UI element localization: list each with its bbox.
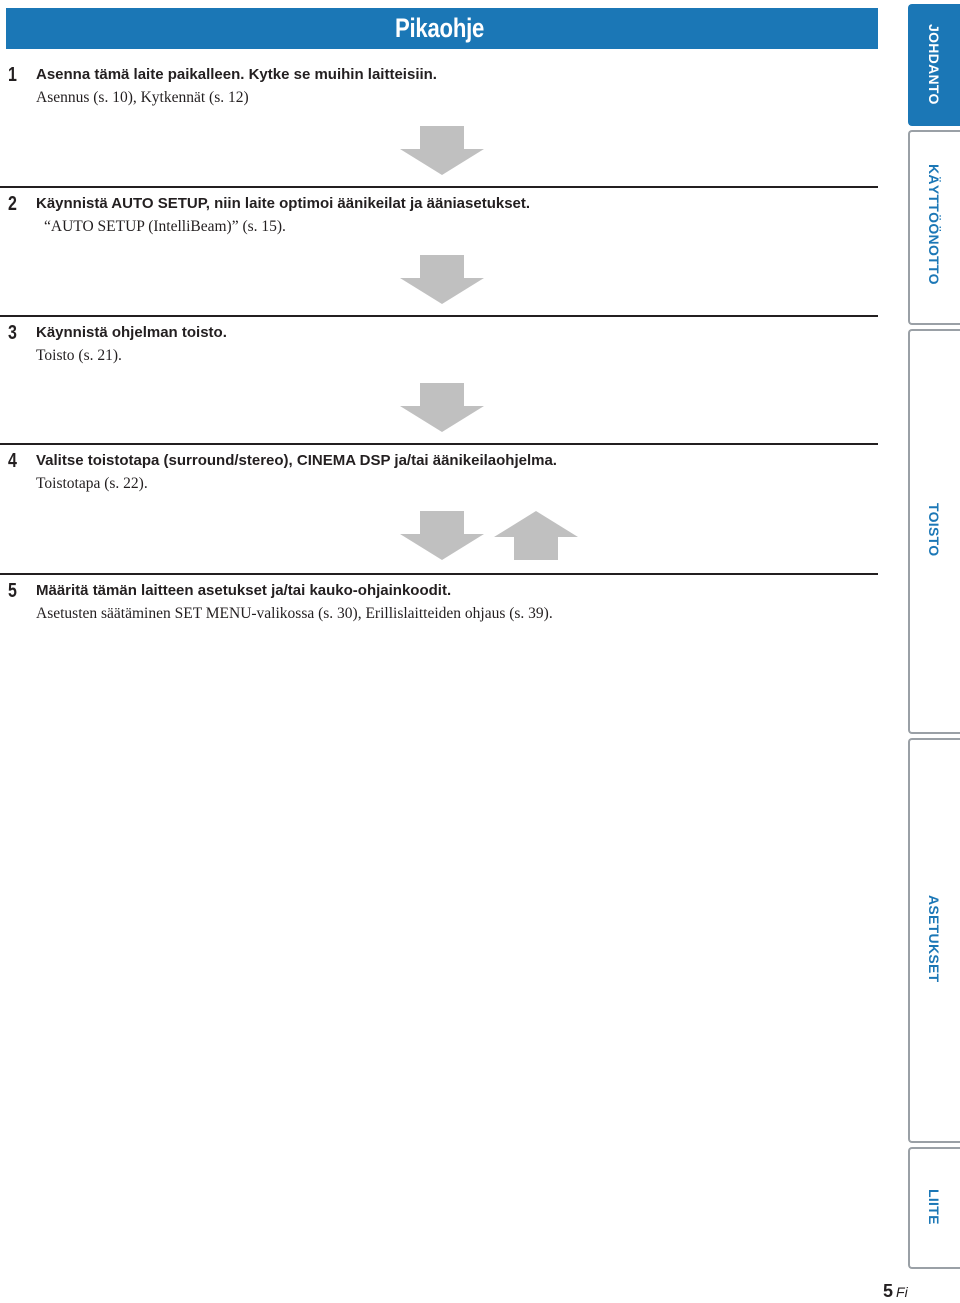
arrow-down-icon — [400, 126, 484, 175]
step-heading: Määritä tämän laitteen asetukset ja/tai kauko-ohjainkoodit. — [36, 582, 452, 599]
step-number: 3 — [8, 322, 17, 344]
arrow-down-icon — [400, 511, 484, 560]
tab-liite[interactable] — [908, 1147, 960, 1269]
page-number-value: 5 — [883, 1281, 894, 1301]
step-number: 1 — [8, 64, 17, 86]
step-reference: Toisto (s. 21). — [36, 347, 122, 364]
page-title: Pikaohje — [395, 13, 485, 43]
section-divider — [0, 573, 878, 575]
page-number — [883, 1281, 908, 1302]
arrow-up-icon — [494, 511, 578, 560]
tab-toisto[interactable] — [908, 329, 960, 734]
step-number: 4 — [8, 450, 17, 472]
page-language: Fi — [896, 1284, 908, 1300]
step-reference: Asetusten säätäminen SET MENU-valikossa (s. 30), Erillislaitteiden ohjaus (s. 39). — [36, 605, 553, 622]
step-reference: “AUTO SETUP (IntelliBeam)” (s. 15). — [44, 218, 286, 235]
tab-kayttoonotto[interactable] — [908, 130, 960, 325]
step-number: 5 — [8, 580, 17, 602]
tab-label: KÄYTTÖÖNOTTO — [926, 164, 942, 285]
step-heading: Valitse toistotapa (surround/stereo), CINEMA DSP ja/tai äänikeilaohjelma. — [36, 452, 557, 469]
step-reference: Asennus (s. 10), Kytkennät (s. 12) — [36, 89, 249, 106]
step-heading: Käynnistä ohjelman toisto. — [36, 324, 227, 341]
step-heading: Asenna tämä laite paikalleen. Kytke se muihin laitteisiin. — [36, 66, 437, 83]
tab-label: JOHDANTO — [926, 24, 942, 105]
step-heading: Käynnistä AUTO SETUP, niin laite optimoi äänikeilat ja ääniasetukset. — [36, 195, 531, 212]
tab-asetukset[interactable] — [908, 738, 960, 1143]
step-number: 2 — [8, 193, 17, 215]
tab-johdanto[interactable] — [908, 4, 960, 126]
tab-label: ASETUKSET — [926, 895, 942, 983]
arrow-down-icon — [400, 383, 484, 432]
arrow-down-icon — [400, 255, 484, 304]
tab-label: LIITE — [926, 1189, 942, 1225]
step-reference: Toistotapa (s. 22). — [36, 475, 148, 492]
tab-label: TOISTO — [926, 503, 942, 557]
section-divider — [0, 443, 878, 445]
section-divider — [0, 186, 878, 188]
section-divider — [0, 315, 878, 317]
